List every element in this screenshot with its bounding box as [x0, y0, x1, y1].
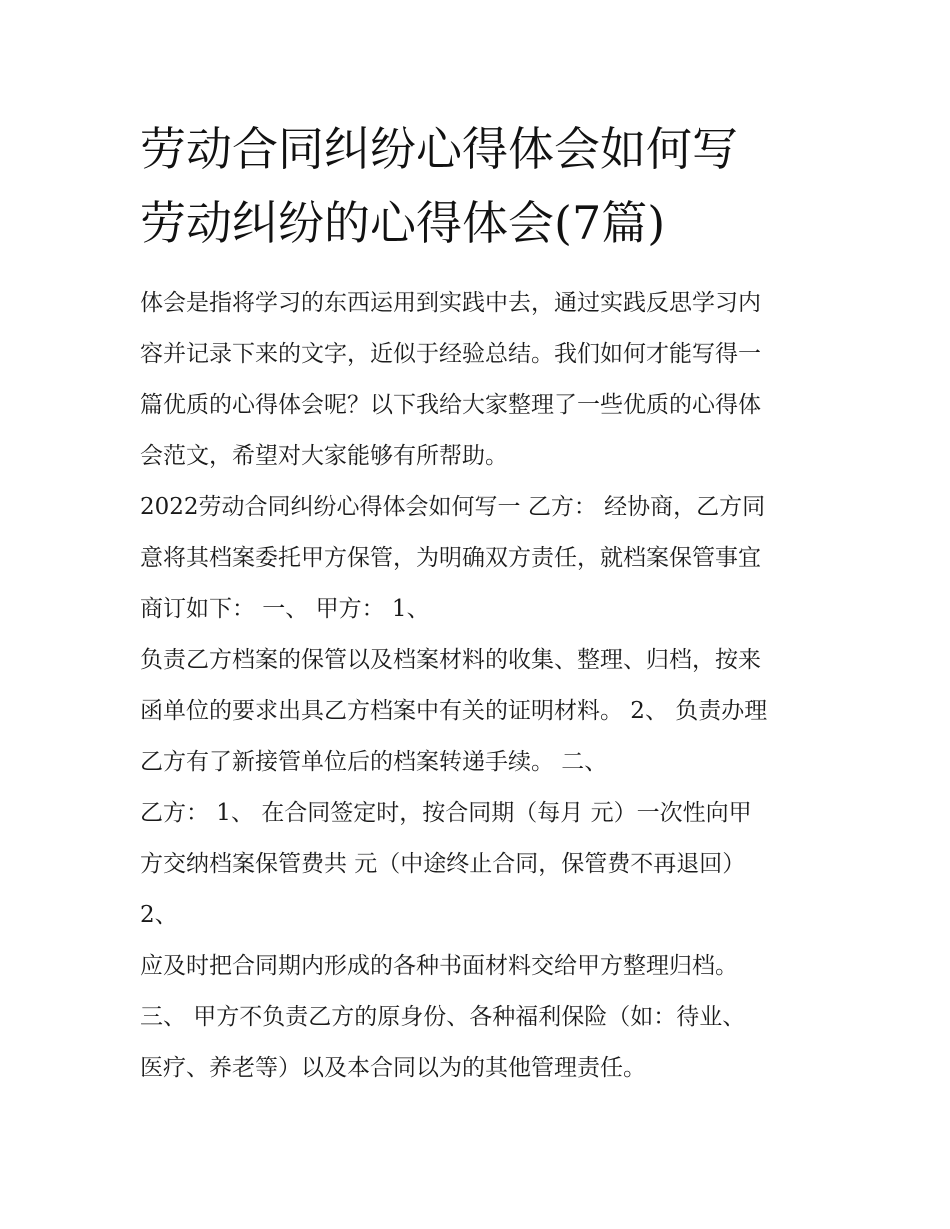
title-line: 劳动纠纷的心得体会(7篇)	[140, 196, 666, 250]
body-line: 2022劳动合同纠纷心得体会如何写一 乙方： 经协商，乙方同	[140, 494, 766, 520]
body-line: 负责乙方档案的保管以及档案材料的收集、整理、归档，按来	[140, 647, 761, 673]
body-line: 会范文，希望对大家能够有所帮助。	[140, 443, 508, 469]
body-line: 体会是指将学习的东西运用到实践中去，通过实践反思学习内	[140, 290, 761, 316]
body-line: 医疗、养老等）以及本合同以为的其他管理责任。	[140, 1055, 646, 1081]
body-line: 意将其档案委托甲方保管，为明确双方责任，就档案保管事宜	[140, 545, 761, 571]
body-line: 乙方有了新接管单位后的档案转递手续。 二、	[140, 749, 608, 775]
body-line: 方交纳档案保管费共 元（中途终止合同，保管费不再退回）	[140, 851, 746, 877]
body-line: 篇优质的心得体会呢？以下我给大家整理了一些优质的心得体	[140, 392, 761, 418]
body-line: 容并记录下来的文字，近似于经验总结。我们如何才能写得一	[140, 341, 761, 367]
body-line: 三、 甲方不负责乙方的原身份、各种福利保险（如：待业、	[140, 1004, 746, 1030]
body-line: 乙方： 1、 在合同签定时，按合同期（每月 元）一次性向甲	[140, 800, 752, 826]
body-line: 函单位的要求出具乙方档案中有关的证明材料。 2、 负责办理	[140, 698, 768, 724]
body-line: 应及时把合同期内形成的各种书面材料交给甲方整理归档。	[140, 953, 738, 979]
body-line: 2、	[140, 902, 178, 928]
body-line: 商订如下： 一、 甲方： 1、	[140, 596, 430, 622]
title-line: 劳动合同纠纷心得体会如何写	[140, 122, 738, 176]
document-title	[140, 112, 830, 260]
